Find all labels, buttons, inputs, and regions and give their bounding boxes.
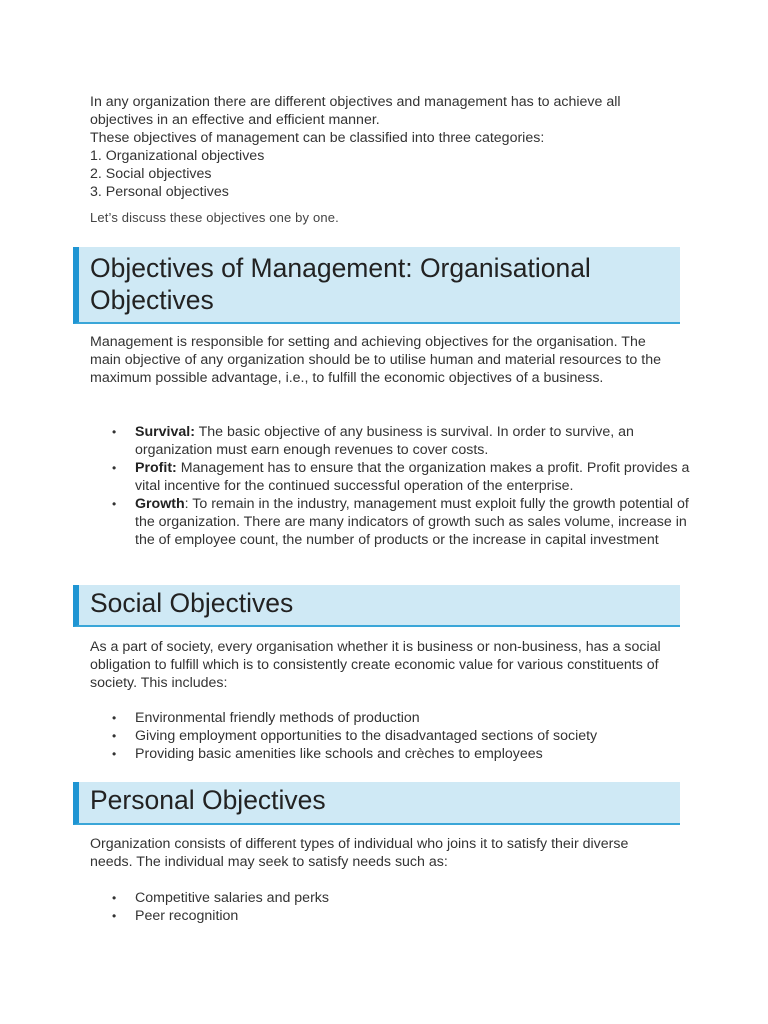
list-item bbox=[90, 727, 690, 745]
category-item: 2. Social objectives bbox=[90, 166, 212, 182]
category-item: 3. Personal objectives bbox=[90, 184, 229, 200]
list-item bbox=[90, 745, 690, 763]
section-heading: Personal Objectives bbox=[90, 785, 326, 815]
intro-line: These objectives of management can be classified into three categories: bbox=[90, 130, 545, 146]
bullet-term: Survival: bbox=[135, 424, 195, 440]
list-item bbox=[90, 709, 690, 727]
personal-paragraph-block bbox=[90, 835, 670, 871]
bullet-text: Peer recognition bbox=[135, 908, 239, 924]
section-paragraph: Management is responsible for setting and achieving objectives for the organisation. The main objective of any organization should be to utilise human and material resources to the maximum possible advantage, i.e., to fulfill the economic objectives of a business. bbox=[90, 334, 661, 386]
bullet-icon: • bbox=[112, 425, 117, 439]
section-paragraph: As a part of society, every organisation whether it is business or non-business, has a social obligation to fulfill which is to consistently create economic value for various constituents of society. This includes: bbox=[90, 639, 661, 691]
intro-section bbox=[90, 93, 690, 201]
list-item bbox=[90, 459, 690, 495]
bullet-text: Management has to ensure that the organization makes a profit. Profit provides a vital incentive for the continued successful operation of the enterprise. bbox=[135, 460, 690, 494]
intro-note: Let’s discuss these objectives one by one. bbox=[90, 210, 339, 225]
list-item bbox=[90, 907, 690, 925]
personal-bullet-list bbox=[90, 889, 690, 925]
bullet-text: Giving employment opportunities to the disadvantaged sections of society bbox=[135, 728, 598, 744]
bullet-text: Providing basic amenities like schools and crèches to employees bbox=[135, 746, 543, 762]
bullet-icon: • bbox=[112, 461, 117, 475]
social-paragraph-block bbox=[90, 638, 670, 692]
social-bullet-list bbox=[90, 709, 690, 763]
bullet-text: Environmental friendly methods of production bbox=[135, 710, 420, 726]
bullet-icon: • bbox=[112, 747, 117, 761]
section-heading: Social Objectives bbox=[90, 588, 294, 618]
section-heading: Objectives of Management: Organisational Objectives bbox=[90, 253, 591, 315]
intro-note-block bbox=[90, 209, 690, 227]
bullet-text: : To remain in the industry, management must exploit fully the growth potential of the organization. There are many indicators of growth such as sales volume, increase in the of employee count, the number of products or the increase in capital investment bbox=[135, 496, 689, 548]
list-item bbox=[90, 889, 690, 907]
intro-line: objectives in an effective and efficient manner. bbox=[90, 112, 380, 128]
personal-heading-box bbox=[73, 782, 680, 825]
bullet-term: Profit: bbox=[135, 460, 177, 476]
bullet-text: Competitive salaries and perks bbox=[135, 890, 329, 906]
bullet-icon: • bbox=[112, 909, 117, 923]
social-heading-box bbox=[73, 585, 680, 627]
bullet-icon: • bbox=[112, 891, 117, 905]
organisational-bullet-list bbox=[90, 423, 690, 549]
bullet-text: The basic objective of any business is survival. In order to survive, an organization must earn enough revenues to cover costs. bbox=[135, 424, 634, 458]
section-paragraph: Organization consists of different types of individual who joins it to satisfy their diverse needs. The individual may seek to satisfy needs such as: bbox=[90, 836, 629, 870]
category-item: 1. Organizational objectives bbox=[90, 148, 265, 164]
intro-line: In any organization there are different objectives and management has to achieve all bbox=[90, 94, 621, 110]
list-item bbox=[90, 495, 690, 549]
organisational-paragraph-block bbox=[90, 333, 680, 387]
bullet-icon: • bbox=[112, 497, 117, 511]
list-item bbox=[90, 423, 690, 459]
organisational-heading-box bbox=[73, 247, 680, 324]
bullet-icon: • bbox=[112, 711, 117, 725]
bullet-term: Growth bbox=[135, 496, 185, 512]
bullet-icon: • bbox=[112, 729, 117, 743]
